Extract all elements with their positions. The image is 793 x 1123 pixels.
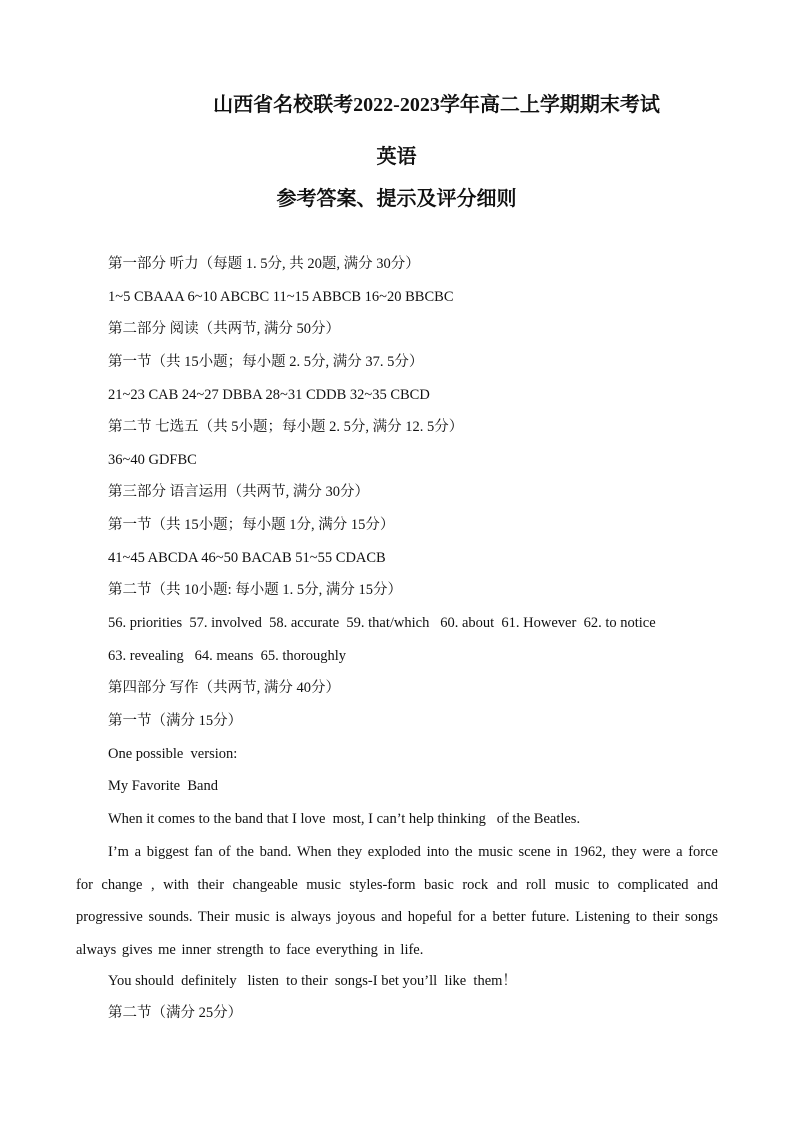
part1-answers: 1~5 CBAAA 6~10 ABCBC 11~15 ABBCB 16~20 BBCBC <box>108 289 454 305</box>
essay-intro: One possible version: <box>108 746 238 762</box>
part2-section1-heading: 第一节（共 15小题；每小题 2. 5分, 满分 37. 5分） <box>108 354 424 370</box>
essay-title: My Favorite Band <box>108 778 218 794</box>
essay-paragraph-2: I’m a biggest fan of the band. When they exploded into the music scene in 1962, they were a force for change , with their changeable music styles-form basic rock and roll music to complicated and progressive sounds. Their music is always joyous and hopeful for a better future. Listening to their songs always gives me inner strength to face everything in life. <box>76 844 718 958</box>
page-title: 山西省名校联考2022-2023学年高二上学期期末考试 <box>213 94 660 116</box>
part4-section1-heading: 第一节（满分 15分） <box>108 713 243 729</box>
part1-heading: 第一部分 听力（每题 1. 5分, 共 20题, 满分 30分） <box>108 256 420 272</box>
part3-section1-heading: 第一节（共 15小题；每小题 1分, 满分 15分） <box>108 517 395 533</box>
document-subtitle: 参考答案、提示及评分细则 <box>276 188 517 210</box>
part3-section2-answers-line2: 63. revealing 64. means 65. thoroughly <box>108 648 346 664</box>
part3-section1-answers: 41~45 ABCDA 46~50 BACAB 51~55 CDACB <box>108 550 386 566</box>
part2-heading: 第二部分 阅读（共两节, 满分 50分） <box>108 321 340 337</box>
part3-heading: 第三部分 语言运用（共两节, 满分 30分） <box>108 484 369 500</box>
part3-section2-answers-line1: 56. priorities 57. involved 58. accurate 59. that/which 60. about 61. However 62. to notice <box>108 615 656 631</box>
part2-section1-answers: 21~23 CAB 24~27 DBBA 28~31 CDDB 32~35 CBCD <box>108 387 430 403</box>
part4-heading: 第四部分 写作（共两节, 满分 40分） <box>108 680 340 696</box>
part4-section2-heading: 第二节（满分 25分） <box>108 1005 243 1021</box>
part2-section2-heading: 第二节 七选五（共 5小题；每小题 2. 5分, 满分 12. 5分） <box>108 419 464 435</box>
essay-paragraph-3: You should definitely listen to their songs-I bet you’ll like them！ <box>108 973 517 989</box>
part3-section2-heading: 第二节（共 10小题: 每小题 1. 5分, 满分 15分） <box>108 582 403 598</box>
essay-paragraph-1: When it comes to the band that I love most, I can’t help thinking of the Beatles. <box>108 811 581 827</box>
subject-title: 英语 <box>376 146 417 168</box>
part2-section2-answers: 36~40 GDFBC <box>108 452 197 468</box>
